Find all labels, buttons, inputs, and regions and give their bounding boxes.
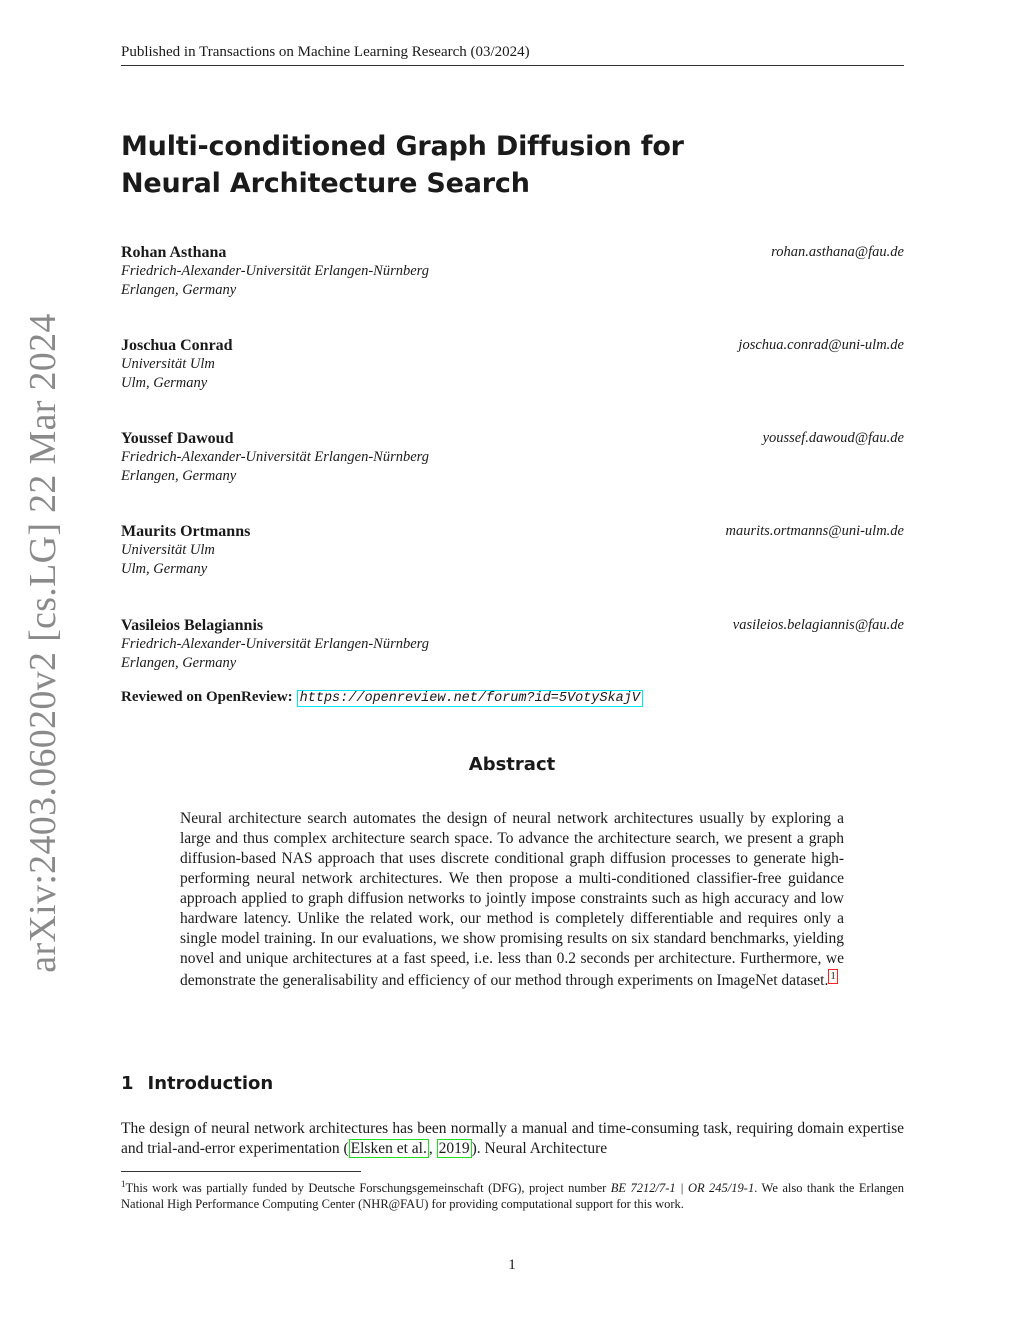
author-affiliation: Friedrich-Alexander-Universität Erlangen-Nürnberg [121,263,430,279]
footnote [121,1176,904,1212]
intro-paragraph-end: ). Neural Architecture [471,1140,608,1157]
citation-link-author[interactable]: Elsken et al. [350,1140,427,1157]
footnote-link[interactable]: 1 [830,970,836,982]
openreview-line [121,689,643,707]
author-affiliation: Friedrich-Alexander-Universität Erlangen-Nürnberg [121,449,430,465]
author-location: Ulm, Germany [121,561,208,577]
intro-paragraph-start: The design of neural network architectures has been normally a manual and time-consuming task, requiring domain expertise and trial-and-error experimentation ( [121,1120,904,1157]
author-email[interactable]: youssef.dawoud@fau.de [762,430,904,446]
footnote-mark: 1 [121,1179,126,1189]
author-name: Youssef Dawoud [121,430,234,447]
citation-separator: , [428,1140,437,1157]
author-block [121,336,233,393]
title-line-2: Neural Architecture Search [121,168,530,199]
abstract-paragraph: Neural architecture search automates the design of neural network architectures usually by exploring a large and thus complex architecture search space. To advance the architecture search, we present a graph diffusion-based NAS approach that uses discrete conditional graph diffusion processes to generate high-performing neural network architectures. We then propose a multi-conditioned classifier-free guidance approach applied to graph diffusion networks to jointly impose constraints such as high accuracy and low hardware latency. Unlike the related work, our method is completely differentiable and requires only a single model training. In our evaluations, we show promising results on six standard benchmarks, yielding novel and unique architectures at a fast speed, i.e. less than 0.2 seconds per architecture. Furthermore, we demonstrate the generalisability and efficiency of our method through experiments on ImageNet dataset. [180,810,844,990]
author-name: Vasileios Belagiannis [121,617,264,634]
section-title: Introduction [147,1073,274,1094]
author-email[interactable]: maurits.ortmanns@uni-ulm.de [725,523,904,539]
author-affiliation: Friedrich-Alexander-Universität Erlangen-Nürnberg [121,636,430,652]
author-email[interactable]: rohan.asthana@fau.de [771,244,904,260]
footnote-project-number: BE 7212/7-1 | OR 245/19-1 [610,1181,755,1196]
footnote-rule [121,1171,361,1172]
abstract-text [180,809,844,991]
author-location: Ulm, Germany [121,375,208,391]
author-location: Erlangen, Germany [121,468,237,484]
paper-title [121,128,684,202]
author-location: Erlangen, Germany [121,655,237,671]
author-email[interactable]: joschua.conrad@uni-ulm.de [738,337,904,353]
author-name: Joschua Conrad [121,337,233,354]
section-number: 1 [121,1073,134,1094]
running-head: Published in Transactions on Machine Learning Research (03/2024) [121,44,530,60]
header-rule [121,65,904,66]
openreview-label: Reviewed on OpenReview: [121,689,293,705]
abstract-heading: Abstract [468,754,556,775]
author-block [121,522,250,579]
author-affiliation: Universität Ulm [121,542,215,558]
arxiv-sidebar-stamp: arXiv:2403.06020v2 [cs.LG] 22 Mar 2024 [22,313,64,973]
title-line-1: Multi-conditioned Graph Diffusion for [121,131,684,162]
author-name: Maurits Ortmanns [121,523,251,540]
author-email[interactable]: vasileios.belagiannis@fau.de [732,617,904,633]
author-name: Rohan Asthana [121,244,227,261]
author-affiliation: Universität Ulm [121,356,215,372]
author-location: Erlangen, Germany [121,282,237,298]
footnote-text-start: This work was partially funded by Deutsche Forschungsgemeinschaft (DFG), project number [125,1181,611,1196]
section-heading-introduction [121,1073,273,1094]
openreview-link[interactable]: https://openreview.net/forum?id=5VotySkajV [297,690,643,707]
page-number: 1 [508,1257,516,1273]
citation-link-year[interactable]: 2019 [438,1140,470,1157]
footnote-text-end: . We also thank the Erlangen National High Performance Computing Center (NHR@FAU) for providing computational support for this work. [121,1181,904,1212]
introduction-text [121,1119,904,1159]
